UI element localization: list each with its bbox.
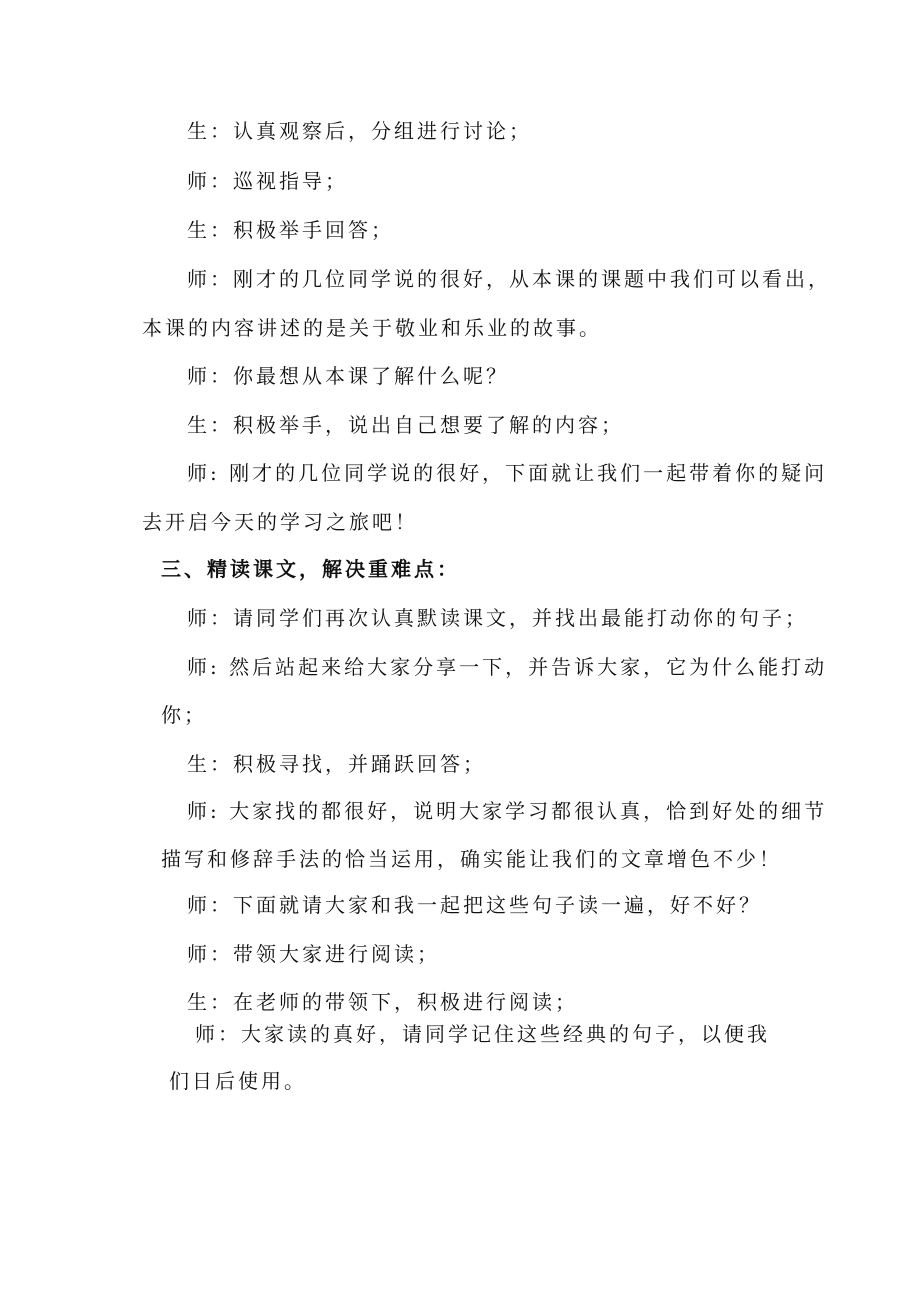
paragraph-line: 师: 然后站起来给大家分享一下，并告诉大家，它为什么能打动 — [187, 655, 828, 679]
paragraph-line: 师：你最想从本课了解什么呢？ — [187, 364, 509, 388]
section-heading: 三、精读课文，解决重难点： — [161, 557, 460, 581]
paragraph-line: 去开启今天的学习之旅吧！ — [142, 510, 418, 534]
paragraph-line: 生：积极举手回答； — [187, 218, 394, 242]
paragraph-line: 师：请同学们再次认真默读课文，并找出最能打动你的句子； — [187, 606, 808, 630]
paragraph-line: 你； — [161, 703, 207, 727]
paragraph-line: 生：积极举手，说出自己想要了解的内容； — [187, 413, 624, 437]
paragraph-line: 生：积极寻找，并踊跃回答； — [187, 752, 486, 776]
paragraph-line: 师: 刚才的几位同学说的很好，下面就让我们一起带着你的疑问 — [187, 461, 828, 485]
paragraph-line: 师：巡视指导； — [187, 169, 348, 193]
paragraph-line: 生：在老师的带领下，积极进行阅读； — [187, 990, 578, 1014]
paragraph-line: 师: 大家找的都很好，说明大家学习都很认真，恰到好处的细节 — [187, 799, 828, 823]
paragraph-line: 师：刚才的几位同学说的很好，从本课的课题中我们可以看出， — [187, 267, 831, 291]
paragraph-line: 本课的内容讲述的是关于敬业和乐业的故事。 — [142, 316, 602, 340]
paragraph-line: 师：下面就请大家和我一起把这些句子读一遍，好不好？ — [187, 893, 762, 917]
paragraph-line: 们日后使用。 — [169, 1069, 307, 1093]
paragraph-line: 师：带领大家进行阅读； — [187, 942, 440, 966]
paragraph-line: 师：大家读的真好，请同学记住这些经典的句子，以便我 — [195, 1022, 770, 1046]
paragraph-line: 描写和修辞手法的恰当运用，确实能让我们的文章增色不少！ — [161, 847, 782, 871]
paragraph-line: 生：认真观察后，分组进行讨论； — [187, 119, 532, 143]
